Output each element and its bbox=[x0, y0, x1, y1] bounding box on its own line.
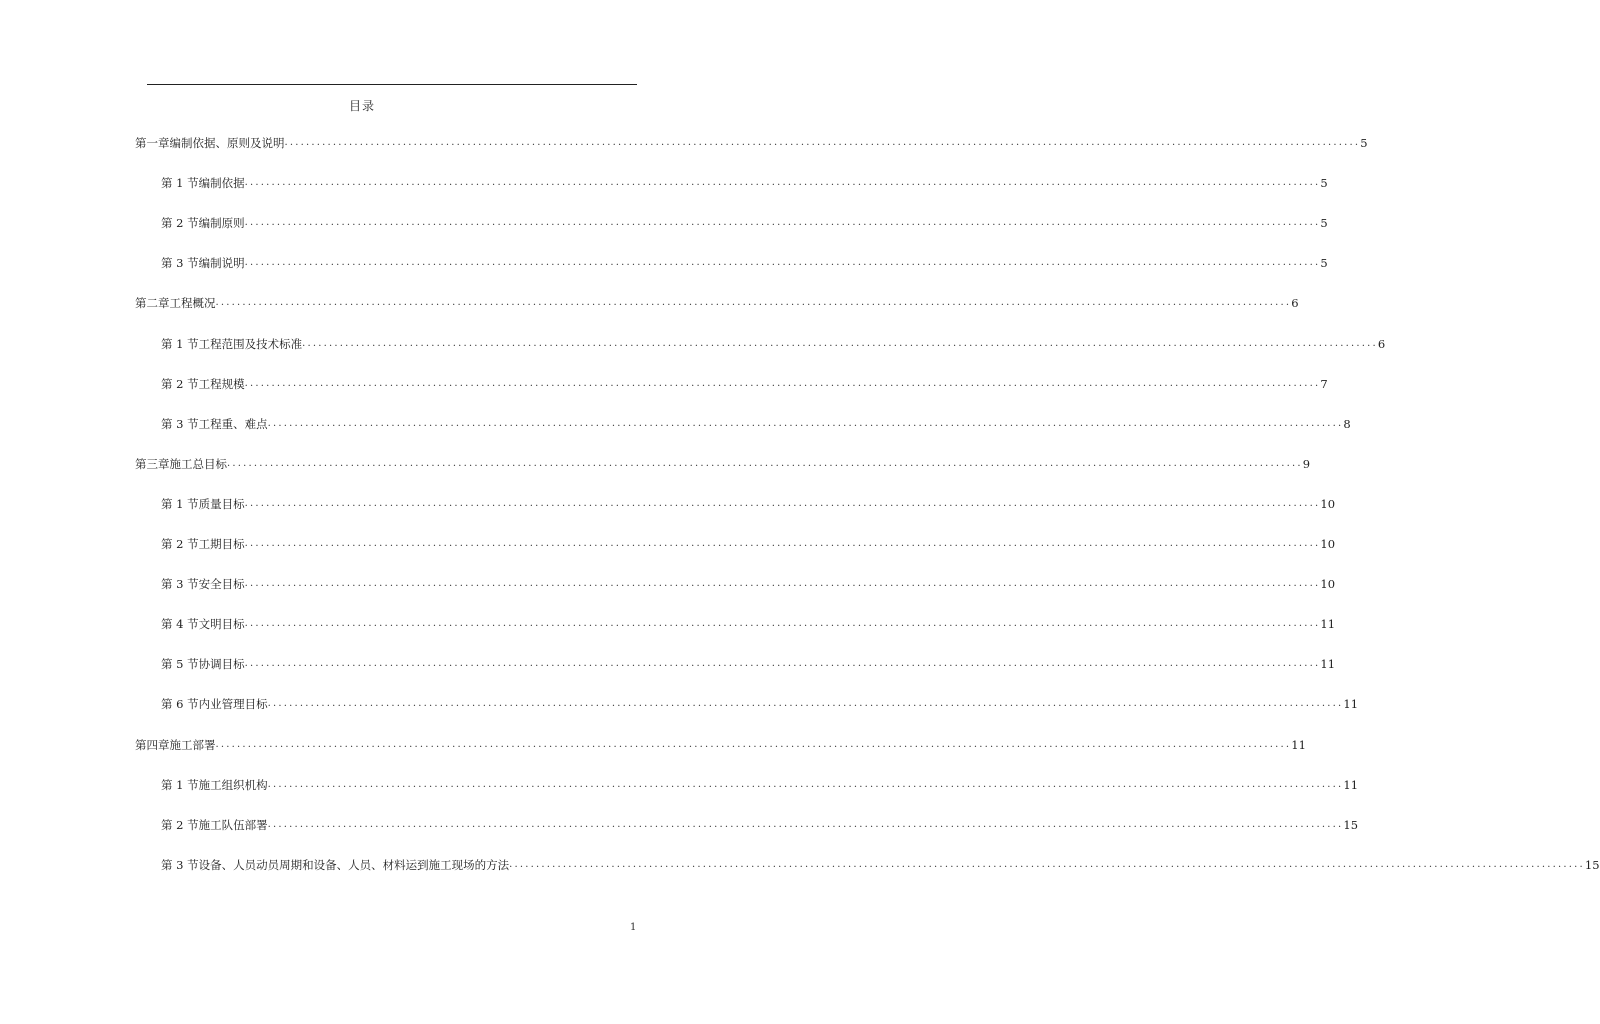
toc-entry-number: 第 3 节 bbox=[161, 256, 199, 271]
toc-entry-page-number: 10 bbox=[1320, 537, 1336, 551]
toc-entry-number: 第 2 节 bbox=[161, 817, 199, 832]
dot-leader: ........................................................................................................................................................................................................ bbox=[244, 497, 1321, 509]
toc-section-entry[interactable] bbox=[161, 574, 1336, 594]
toc-entry-page-number: 11 bbox=[1343, 777, 1359, 792]
toc-entry-title: 编制依据、原则及说明 bbox=[169, 136, 285, 150]
toc-entry-number: 第 4 节 bbox=[161, 617, 199, 632]
dot-leader: ........................................................................................................................................................................................................ bbox=[215, 738, 1292, 750]
toc-entry-number: 第 2 节 bbox=[161, 216, 199, 231]
toc-entry-number: 第 3 节 bbox=[161, 416, 199, 431]
toc-entry-page-number: 9 bbox=[1302, 456, 1311, 471]
toc-entry-page-number: 6 bbox=[1377, 336, 1386, 351]
toc-entry-page-number: 11 bbox=[1320, 657, 1336, 672]
toc-section-entry[interactable] bbox=[161, 334, 1386, 354]
toc-entry-number: 第 1 节 bbox=[161, 496, 199, 511]
dot-leader: ........................................................................................................................................................................................................ bbox=[302, 337, 1378, 349]
toc-section-entry[interactable] bbox=[161, 775, 1359, 795]
toc-entry-title: 编制依据 bbox=[198, 176, 245, 191]
toc-entry-title: 安全目标 bbox=[198, 577, 245, 592]
toc-entry-page-number: 15 bbox=[1584, 857, 1600, 872]
toc-entry-number: 第一章 bbox=[135, 136, 170, 150]
dot-leader: ........................................................................................................................................................................................................ bbox=[244, 538, 1321, 549]
header-rule bbox=[147, 84, 637, 85]
toc-entry-title: 工程重、难点 bbox=[198, 416, 268, 431]
dot-leader: ........................................................................................................................................................................................................ bbox=[267, 698, 1344, 710]
toc-entry-page-number: 7 bbox=[1320, 376, 1328, 391]
toc-entry-title: 施工队伍部署 bbox=[198, 817, 268, 832]
toc-section-entry[interactable] bbox=[161, 213, 1328, 233]
dot-leader: ........................................................................................................................................................................................................ bbox=[244, 217, 1321, 229]
toc-entry-title: 质量目标 bbox=[198, 496, 245, 511]
toc-entry-page-number: 10 bbox=[1320, 496, 1336, 511]
dot-leader: ........................................................................................................................................................................................................ bbox=[267, 818, 1344, 830]
toc-section-entry[interactable] bbox=[161, 855, 1600, 875]
toc-title: 目录 bbox=[348, 99, 375, 113]
toc-entry-page-number: 15 bbox=[1343, 817, 1359, 832]
dot-leader: ........................................................................................................................................................................................................ bbox=[244, 658, 1321, 670]
toc-section-entry[interactable] bbox=[161, 374, 1328, 394]
toc-entry-title: 工程范围及技术标准 bbox=[198, 336, 303, 351]
dot-leader: ........................................................................................................................................................................................................ bbox=[244, 377, 1321, 389]
toc-entry-page-number: 11 bbox=[1291, 737, 1306, 752]
toc-entry-title: 施工总目标 bbox=[169, 456, 227, 471]
page-number-footer: 1 bbox=[630, 922, 637, 933]
toc-entry-number: 第 6 节 bbox=[161, 697, 199, 712]
dot-leader: ........................................................................................................................................................................................................ bbox=[244, 578, 1321, 590]
toc-entry-page-number: 6 bbox=[1291, 296, 1299, 311]
dot-leader: ........................................................................................................................................................................................................ bbox=[509, 858, 1585, 870]
toc-entry-page-number: 8 bbox=[1343, 416, 1351, 431]
toc-entry-title: 编制原则 bbox=[198, 216, 245, 231]
toc-entry-number: 第 1 节 bbox=[161, 336, 199, 351]
dot-leader: ........................................................................................................................................................................................................ bbox=[244, 618, 1321, 630]
toc-chapter-entry[interactable] bbox=[135, 735, 1306, 755]
toc-entry-title: 协调目标 bbox=[198, 657, 245, 672]
dot-leader: ........................................................................................................................................................................................................ bbox=[244, 257, 1321, 269]
dot-leader: ........................................................................................................................................................................................................ bbox=[267, 417, 1344, 429]
toc-section-entry[interactable] bbox=[161, 614, 1336, 634]
dot-leader: ........................................................................................................................................................................................................ bbox=[227, 457, 1303, 469]
toc-entry-number: 第三章 bbox=[135, 456, 170, 471]
dot-leader: ........................................................................................................................................................................................................ bbox=[267, 778, 1344, 790]
toc-entry-number: 第四章 bbox=[135, 737, 170, 752]
toc-section-entry[interactable] bbox=[161, 654, 1336, 674]
toc-entry-title: 文明目标 bbox=[198, 617, 245, 632]
toc-entry-number: 第 2 节 bbox=[161, 376, 199, 391]
toc-chapter-entry[interactable] bbox=[135, 293, 1299, 313]
toc-entry-number: 第 3 节 bbox=[161, 577, 199, 592]
dot-leader: ........................................................................................................................................................................................................ bbox=[284, 137, 1361, 148]
toc-entry-page-number: 5 bbox=[1320, 256, 1328, 271]
toc-entry-page-number: 10 bbox=[1320, 577, 1336, 592]
toc-section-entry[interactable] bbox=[161, 173, 1328, 193]
toc-entry-page-number: 11 bbox=[1320, 617, 1336, 632]
toc-section-entry[interactable] bbox=[161, 494, 1336, 514]
toc-entry-title: 编制说明 bbox=[198, 256, 245, 271]
toc-section-entry[interactable] bbox=[161, 694, 1359, 714]
toc-entry-title: 工程规模 bbox=[198, 376, 245, 391]
toc-entry-number: 第二章 bbox=[135, 296, 170, 311]
toc-entry-title: 内业管理目标 bbox=[198, 697, 268, 712]
dot-leader: ........................................................................................................................................................................................................ bbox=[215, 297, 1292, 309]
toc-entry-title: 设备、人员动员周期和设备、人员、材料运到施工现场的方法 bbox=[198, 857, 510, 872]
toc-entry-title: 施工部署 bbox=[169, 737, 216, 752]
toc-chapter-entry[interactable] bbox=[135, 454, 1311, 474]
toc-section-entry[interactable] bbox=[161, 815, 1359, 835]
toc-entry-title: 工期目标 bbox=[198, 537, 245, 551]
toc-entry-title: 施工组织机构 bbox=[198, 777, 268, 792]
toc-entry-page-number: 5 bbox=[1320, 176, 1328, 191]
toc-section-entry[interactable] bbox=[161, 414, 1351, 434]
dot-leader: ........................................................................................................................................................................................................ bbox=[244, 177, 1321, 189]
toc-section-entry[interactable] bbox=[161, 534, 1336, 554]
toc-entry-page-number: 11 bbox=[1343, 697, 1359, 712]
toc-chapter-entry[interactable] bbox=[135, 133, 1368, 153]
toc-section-entry[interactable] bbox=[161, 253, 1328, 273]
toc-entry-number: 第 5 节 bbox=[161, 657, 199, 672]
toc-entry-number: 第 1 节 bbox=[161, 777, 199, 792]
toc-entry-number: 第 2 节 bbox=[161, 537, 199, 551]
toc-entry-number: 第 3 节 bbox=[161, 857, 199, 872]
toc-entry-page-number: 5 bbox=[1320, 216, 1328, 231]
toc-entry-title: 工程概况 bbox=[169, 296, 216, 311]
toc-entry-number: 第 1 节 bbox=[161, 176, 199, 191]
toc-entry-page-number: 5 bbox=[1360, 136, 1368, 150]
